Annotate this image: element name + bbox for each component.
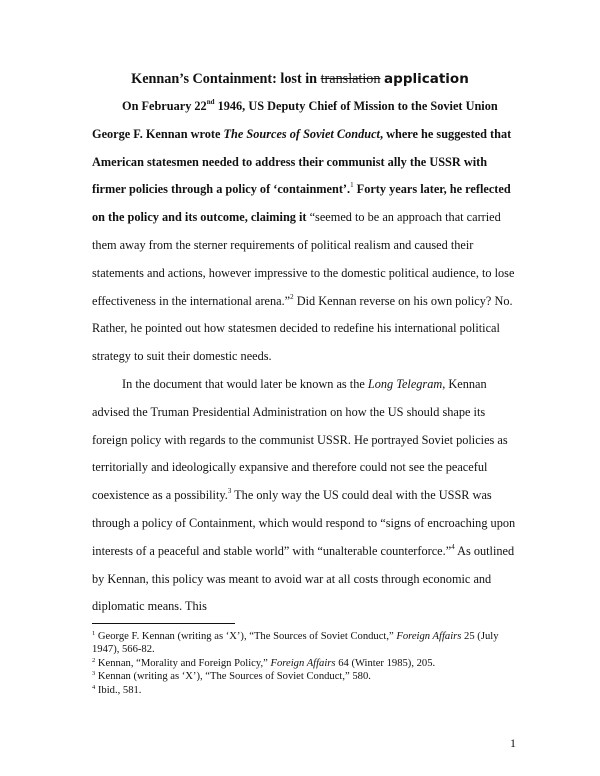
footnote-journal: Foreign Affairs <box>270 657 336 669</box>
footnote-text-end: 64 (Winter 1985), 205. <box>335 657 436 669</box>
document-title <box>0 70 600 88</box>
p1-ordinal-sup: nd <box>206 98 215 106</box>
title-replacement-word: application <box>384 71 469 87</box>
page-number: 1 <box>510 736 516 750</box>
footnote-ref-1[interactable]: 1 <box>350 181 354 190</box>
p1-text-d: Forty years later, he reflected on the policy and its outcome, claiming it <box>92 182 511 225</box>
footnote-1 <box>92 630 517 657</box>
footnote-ref-3[interactable]: 3 <box>227 487 232 496</box>
footnote-2 <box>92 657 517 670</box>
p1-text-c: , where he suggested that American statesmen needed to address their communist ally the USSR with firmer policies through a policy of ‘containment’. <box>92 126 512 197</box>
footnote-number: 3 <box>92 670 96 678</box>
title-main: Kennan’s Containment: lost in <box>131 71 321 87</box>
paragraph-1 <box>92 93 517 371</box>
footnote-ref-4[interactable]: 4 <box>451 542 455 551</box>
p2-text-a: In the document that would later be known as the <box>122 376 368 391</box>
footnotes <box>92 630 517 697</box>
footnote-separator <box>92 623 235 624</box>
footnote-3 <box>92 670 517 683</box>
p2-long-telegram: Long Telegram <box>367 376 443 391</box>
p1-work-title: The Sources of Soviet Conduct <box>223 126 380 141</box>
footnote-text: Ibid., 581. <box>95 684 142 696</box>
footnote-text: Kennan (writing as ‘X’), “The Sources of Soviet Conduct,” 580. <box>95 671 371 683</box>
footnote-journal: Foreign Affairs <box>396 631 462 642</box>
p1-text-e: Did Kennan reverse on his own policy? No. Rather, he pointed out how statesmen decided to redefine his international political strategy to suit their domestic needs. <box>92 293 513 364</box>
footnote-number: 2 <box>92 656 96 664</box>
footnote-number: 1 <box>92 630 96 637</box>
footnote-ref-2[interactable]: 2 <box>290 292 294 301</box>
footnote-text: George F. Kennan (writing as ‘X’), “The Sources of Soviet Conduct,” <box>95 631 397 642</box>
paragraph-2 <box>92 371 517 621</box>
document-body <box>92 93 517 621</box>
p1-text-a: On February 22 <box>122 99 207 113</box>
footnote-text: Kennan, “Morality and Foreign Policy,” <box>95 657 271 669</box>
footnote-text-end: 25 (July 1947), 566-82. <box>92 631 499 656</box>
p1-text-b: 1946, US Deputy Chief of Mission to the Soviet Union George F. Kennan wrote <box>92 99 498 141</box>
p2-text-c: The only way the US could deal with the USSR was through a policy of Containment, which would respond to “signs of encroaching upon interests of a peaceful and stable world” with “unalterable counterforce.” <box>92 488 516 558</box>
footnote-4 <box>92 684 517 697</box>
p1-quote: “seemed to be an approach that carried them away from the sterner requirements of political realism and caused their statements and actions, however impressive to the domestic political audience, to lose effectiveness in the international arena.” <box>92 210 515 308</box>
p2-text-d: As outlined by Kennan, this policy was meant to avoid war at all costs through economic and diplomatic means. This <box>92 543 515 614</box>
footnote-number: 4 <box>92 683 96 691</box>
title-struck-word: translation <box>320 71 381 87</box>
p2-text-b: , Kennan advised the Truman Presidential Administration on how the US should shape its foreign policy with regards to the communist USSR. He portrayed Soviet policies as territorially and ideologically expansive and therefore could not see the peaceful coexistence as a possibility. <box>92 376 508 503</box>
